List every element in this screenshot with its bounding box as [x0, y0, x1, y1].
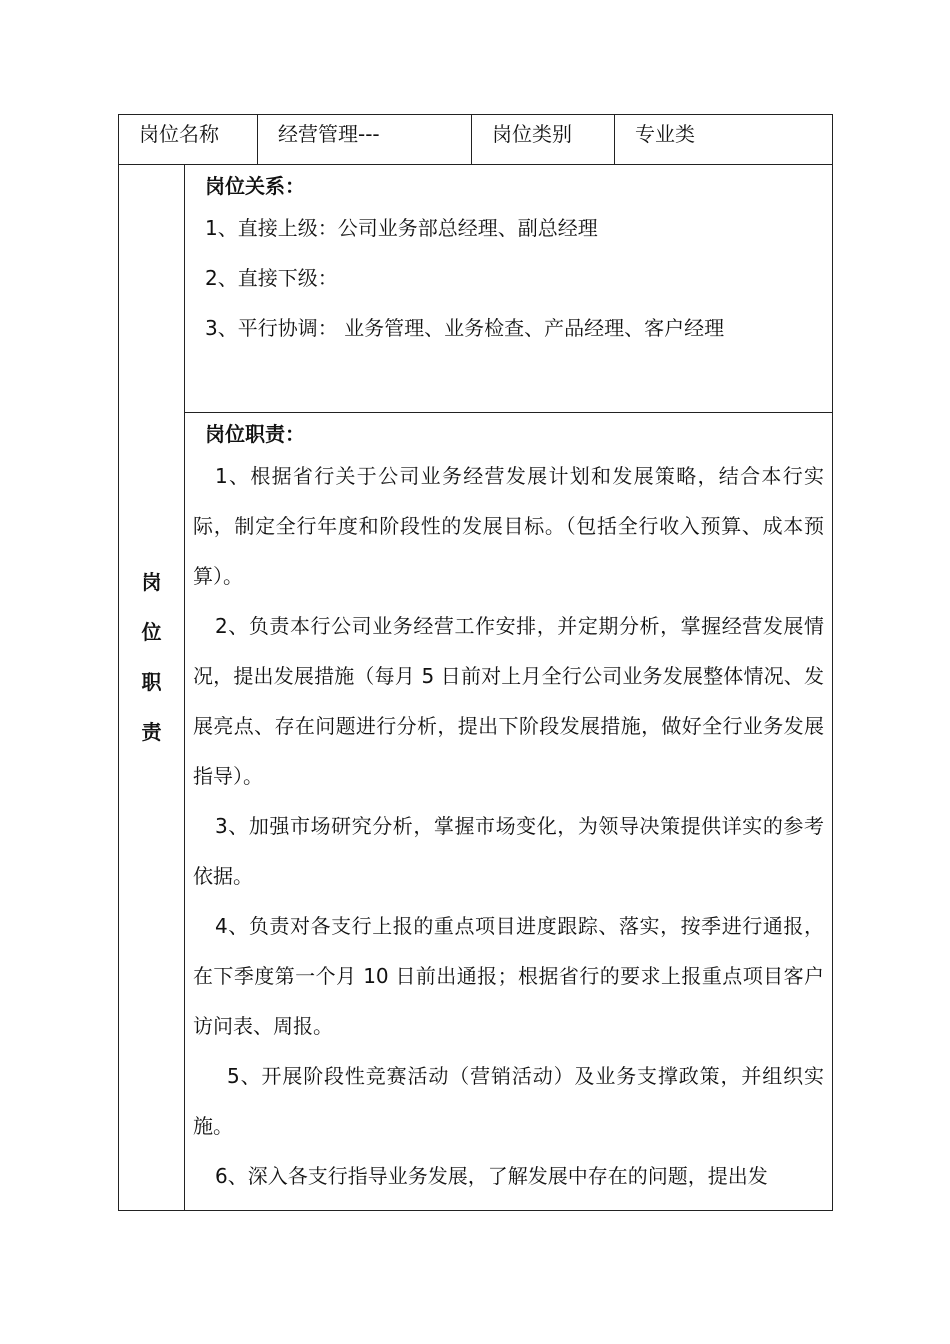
side-label-cell	[119, 165, 185, 1211]
post-name-label: 岗位名称	[119, 115, 258, 165]
relation-item: 1、直接上级：公司业务部总经理、副总经理	[205, 216, 598, 240]
duty-item: 1、根据省行关于公司业务经营发展计划和发展策略，结合本行实际，制定全行年度和阶段性的发展目标。（包括全行收入预算、成本预算）。	[193, 464, 824, 588]
duties-row	[119, 413, 833, 1211]
post-name-value: 经营管理---	[258, 115, 472, 165]
side-label	[119, 165, 184, 757]
duty-item: 4、负责对各支行上报的重点项目进度跟踪、落实，按季进行通报，在下季度第一个月 10 日前出通报；根据省行的要求上报重点项目客户访问表、周报。	[193, 914, 824, 1038]
duties-title: 岗位职责：	[205, 422, 305, 446]
relations-cell	[185, 165, 833, 413]
post-category-value: 专业类	[615, 115, 833, 165]
side-label-char: 责	[141, 720, 162, 744]
relation-item: 3、平行协调： 业务管理、业务检查、产品经理、客户经理	[205, 316, 725, 340]
relations-title: 岗位关系：	[205, 174, 305, 198]
duty-item: 2、负责本行公司业务经营工作安排，并定期分析，掌握经营发展情况，提出发展措施（每月 5 日前对上月全行公司业务发展整体情况、发展亮点、存在问题进行分析，提出下阶段发展措施，做好全行业务发展指导）。	[193, 614, 824, 788]
duty-item: 5、开展阶段性竞赛活动（营销活动）及业务支撑政策，并组织实施。	[193, 1064, 824, 1138]
header-row	[119, 115, 833, 165]
relation-item: 2、直接下级：	[205, 266, 338, 290]
side-label-char: 岗	[141, 570, 162, 594]
side-label-char: 位	[141, 620, 162, 644]
job-description-table	[118, 114, 833, 1211]
post-category-label: 岗位类别	[472, 115, 615, 165]
side-label-char: 职	[141, 670, 162, 694]
duty-item: 3、加强市场研究分析，掌握市场变化，为领导决策提供详实的参考依据。	[193, 814, 824, 888]
relations-row	[119, 165, 833, 413]
duties-cell	[185, 413, 833, 1211]
duty-item: 6、深入各支行指导业务发展，了解发展中存在的问题，提出发	[215, 1164, 768, 1188]
